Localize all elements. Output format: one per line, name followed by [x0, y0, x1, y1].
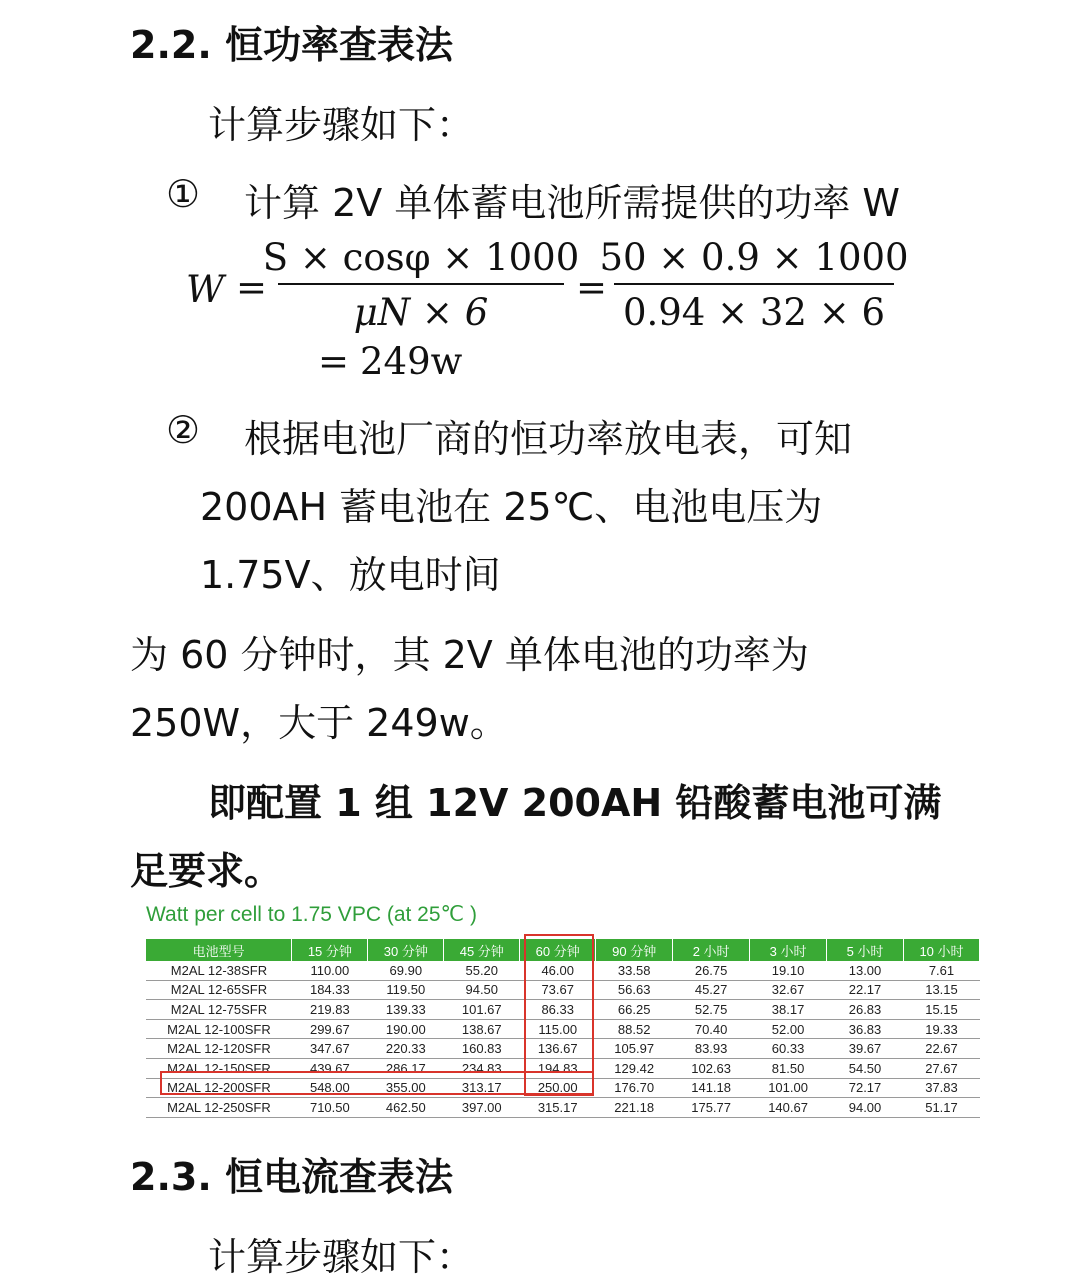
table-cell-value: 19.33 [903, 1019, 979, 1039]
table-cell-value: 13.00 [827, 961, 904, 980]
table-cell-value: 60.33 [750, 1039, 827, 1059]
header-90min: 90 分钟 [596, 939, 673, 961]
highlight-200sfr-row [160, 1071, 594, 1095]
section-heading-2-2: 2.2. 恒功率查表法 [130, 23, 453, 67]
header-30min: 30 分钟 [368, 939, 444, 961]
header-model: 电池型号 [146, 939, 292, 961]
table-cell-value: 38.17 [750, 1000, 827, 1020]
table-cell-value: 22.67 [903, 1039, 979, 1059]
table-cell-value: 19.10 [750, 961, 827, 980]
table-cell-value: 13.15 [903, 980, 979, 1000]
table-cell-value: 66.25 [596, 1000, 673, 1020]
header-5h: 5 小时 [827, 939, 904, 961]
table-cell-model: M2AL 12-38SFR [146, 961, 292, 980]
fraction-1-denominator: μN × 6 [353, 291, 489, 334]
formula-result: 249w [360, 340, 463, 383]
table-cell-value: 221.18 [596, 1098, 673, 1118]
table-cell-value: 286.17 [368, 1058, 444, 1078]
table-cell-value: 94.50 [444, 980, 520, 1000]
table-cell-value: 462.50 [368, 1098, 444, 1118]
table-cell-model: M2AL 12-65SFR [146, 980, 292, 1000]
table-cell-value: 355.00 [368, 1078, 444, 1098]
header-60min: 60 分钟 [520, 939, 596, 961]
header-15min: 15 分钟 [292, 939, 368, 961]
table-cell-value: 51.17 [903, 1098, 979, 1118]
table-cell-value: 86.33 [520, 1000, 596, 1020]
table-cell-value: 710.50 [292, 1098, 368, 1118]
table-cell-value: 439.67 [292, 1058, 368, 1078]
table-cell-value: 160.83 [444, 1039, 520, 1059]
formula-result-equals: = [318, 340, 350, 383]
table-cell-value: 548.00 [292, 1078, 368, 1098]
table-cell-value: 39.67 [827, 1039, 904, 1059]
table-cell-model: M2AL 12-100SFR [146, 1019, 292, 1039]
header-45min: 45 分钟 [444, 939, 520, 961]
table-cell-value: 54.50 [827, 1058, 904, 1078]
fraction-2-bar [614, 283, 894, 285]
table-cell-value: 15.15 [903, 1000, 979, 1020]
conclusion-line2: 足要求。 [130, 849, 283, 893]
table-cell-value: 250.00 [520, 1078, 596, 1098]
table-cell-value: 52.00 [750, 1019, 827, 1039]
table-cell-value: 7.61 [903, 961, 979, 980]
table-cell-value: 194.83 [520, 1058, 596, 1078]
section-heading-2-3: 2.3. 恒电流查表法 [130, 1155, 453, 1199]
table-cell-value: 69.90 [368, 961, 444, 980]
table-cell-value: 26.83 [827, 1000, 904, 1020]
table-cell-value: 22.17 [827, 980, 904, 1000]
table-cell-value: 139.33 [368, 1000, 444, 1020]
table-cell-value: 397.00 [444, 1098, 520, 1118]
table-cell-value: 105.97 [596, 1039, 673, 1059]
table-cell-value: 220.33 [368, 1039, 444, 1059]
fraction-2-denominator: 0.94 × 32 × 6 [622, 291, 886, 334]
step1-text: 计算 2V 单体蓄电池所需提供的功率 W [244, 181, 900, 225]
table-cell-value: 315.17 [520, 1098, 596, 1118]
steps-intro: 计算步骤如下： [208, 103, 475, 147]
table-cell-value: 190.00 [368, 1019, 444, 1039]
table-cell-model: M2AL 12-150SFR [146, 1058, 292, 1078]
step1-marker: ① [166, 172, 201, 216]
table-cell-model: M2AL 12-75SFR [146, 1000, 292, 1020]
formula-equals: = [236, 266, 268, 309]
header-2h: 2 小时 [673, 939, 750, 961]
table-cell-value: 136.67 [520, 1039, 596, 1059]
table-cell-value: 32.67 [750, 980, 827, 1000]
table-cell-value: 313.17 [444, 1078, 520, 1098]
paragraph-line1: 为 60 分钟时，其 2V 单体电池的功率为 [130, 633, 809, 677]
table-cell-model: M2AL 12-200SFR [146, 1078, 292, 1098]
formula-fraction-1 [262, 236, 580, 334]
table-cell-value: 175.77 [673, 1098, 750, 1118]
table-cell-value: 101.00 [750, 1078, 827, 1098]
formula-equals-2: = [576, 266, 608, 309]
table-cell-value: 81.50 [750, 1058, 827, 1078]
table-cell-value: 347.67 [292, 1039, 368, 1059]
table-cell-value: 219.83 [292, 1000, 368, 1020]
table-cell-value: 119.50 [368, 980, 444, 1000]
table-cell-value: 94.00 [827, 1098, 904, 1118]
table-cell-value: 138.67 [444, 1019, 520, 1039]
formula-fraction-2 [599, 236, 909, 334]
table-cell-value: 140.67 [750, 1098, 827, 1118]
step2-line3: 1.75V、放电时间 [200, 553, 501, 597]
table-cell-value: 83.93 [673, 1039, 750, 1059]
fraction-1-numerator: S × cosφ × 1000 [262, 236, 580, 279]
table-cell-value: 184.33 [292, 980, 368, 1000]
header-3h: 3 小时 [750, 939, 827, 961]
table-cell-value: 102.63 [673, 1058, 750, 1078]
table-cell-model: M2AL 12-250SFR [146, 1098, 292, 1118]
table-cell-value: 52.75 [673, 1000, 750, 1020]
table-title: Watt per cell to 1.75 VPC (at 25℃ ) [146, 903, 477, 926]
table-cell-value: 115.00 [520, 1019, 596, 1039]
table-cell-model: M2AL 12-120SFR [146, 1039, 292, 1059]
table-row [146, 1098, 980, 1118]
table-cell-value: 70.40 [673, 1019, 750, 1039]
table-cell-value: 27.67 [903, 1058, 979, 1078]
table-cell-value: 46.00 [520, 961, 596, 980]
table-cell-value: 101.67 [444, 1000, 520, 1020]
table-cell-value: 176.70 [596, 1078, 673, 1098]
formula-lhs: W [186, 268, 225, 311]
fraction-2-numerator: 50 × 0.9 × 1000 [599, 236, 909, 279]
table-cell-value: 299.67 [292, 1019, 368, 1039]
steps-intro-2-3: 计算步骤如下： [208, 1235, 475, 1279]
header-10h: 10 小时 [903, 939, 979, 961]
table-cell-value: 36.83 [827, 1019, 904, 1039]
table-cell-value: 45.27 [673, 980, 750, 1000]
table-cell-value: 73.67 [520, 980, 596, 1000]
table-cell-value: 72.17 [827, 1078, 904, 1098]
table-cell-value: 141.18 [673, 1078, 750, 1098]
paragraph-line2: 250W，大于 249w。 [130, 701, 508, 745]
table-cell-value: 55.20 [444, 961, 520, 980]
table-cell-value: 110.00 [292, 961, 368, 980]
table-cell-value: 88.52 [596, 1019, 673, 1039]
table-cell-value: 234.83 [444, 1058, 520, 1078]
step2-line1: 根据电池厂商的恒功率放电表，可知 [244, 417, 853, 461]
step2-marker: ② [166, 408, 201, 452]
table-cell-value: 129.42 [596, 1058, 673, 1078]
table-cell-value: 37.83 [903, 1078, 979, 1098]
fraction-1-bar [278, 283, 564, 285]
step2-line2: 200AH 蓄电池在 25℃、电池电压为 [200, 485, 823, 529]
table-cell-value: 26.75 [673, 961, 750, 980]
conclusion-line1: 即配置 1 组 12V 200AH 铅酸蓄电池可满 [208, 781, 942, 825]
table-cell-value: 33.58 [596, 961, 673, 980]
table-cell-value: 56.63 [596, 980, 673, 1000]
